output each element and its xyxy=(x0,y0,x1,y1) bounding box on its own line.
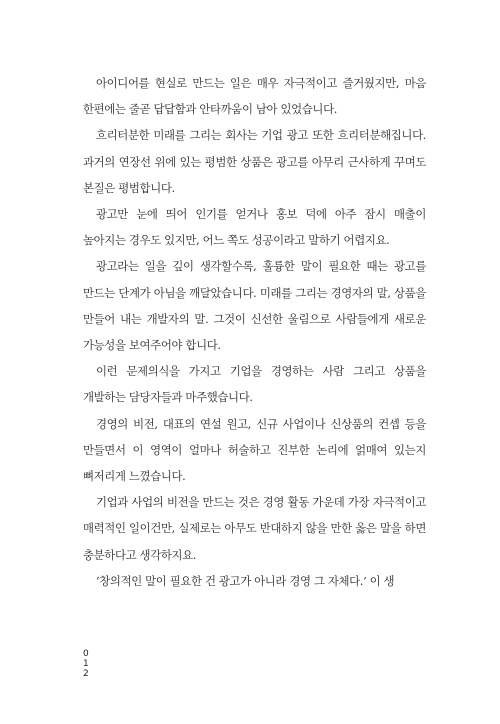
body-text xyxy=(83,70,426,594)
paragraph: 경영의 비전, 대표의 연설 원고, 신규 사업이나 신상품의 컨셉 등을 만들면서 이 영역이 얼마나 허술하고 진부한 논리에 얽매여 있는지 뼈저리게 느꼈습니다. xyxy=(83,416,426,484)
paragraph: 아이디어를 현실로 만드는 일은 매우 자극적이고 즐거웠지만, 마음 한편에는 줄곧 답답함과 안타까움이 남아 있었습니다. xyxy=(83,76,426,117)
paragraph: ‘창의적인 말이 필요한 건 광고가 아니라 경영 그 자체다.’ 이 생 xyxy=(96,573,395,588)
paragraph: 광고라는 일을 깊이 생각할수록, 훌륭한 말이 필요한 때는 광고를 만드는 단계가 아님을 깨달았습니다. 미래를 그리는 경영자의 말, 상품을 만들어 내는 개발자의 말. 그것이 신선한 울림으로 사람들에게 새로운 가능성을 보여주어야 합니다. xyxy=(83,259,426,353)
page-number-text: 0 1 2 xyxy=(83,649,89,679)
paragraph: 이런 문제의식을 가지고 기업을 경영하는 사람 그리고 상품을 개발하는 담당자들과 마주했습니다. xyxy=(83,364,426,405)
page-number xyxy=(83,649,93,679)
paragraph: 흐리터분한 미래를 그리는 회사는 기업 광고 또한 흐리터분해집니다. 과거의 연장선 위에 있는 평범한 상품은 광고를 아무리 근사하게 꾸며도 본질은 평범합니다. xyxy=(83,128,426,195)
paragraph: 기업과 사업의 비전을 만드는 것은 경영 활동 가운데 가장 자극적이고 매력적인 일이건만, 실제로는 아무도 반대하지 않을 만한 옳은 말을 하면 충분하다고 생각하지요. xyxy=(83,495,426,562)
paragraph: 광고만 눈에 띄어 인기를 얻거나 홍보 덕에 아주 잠시 매출이 높아지는 경우도 있지만, 어느 쪽도 성공이라고 말하기 어렵지요. xyxy=(83,207,426,248)
